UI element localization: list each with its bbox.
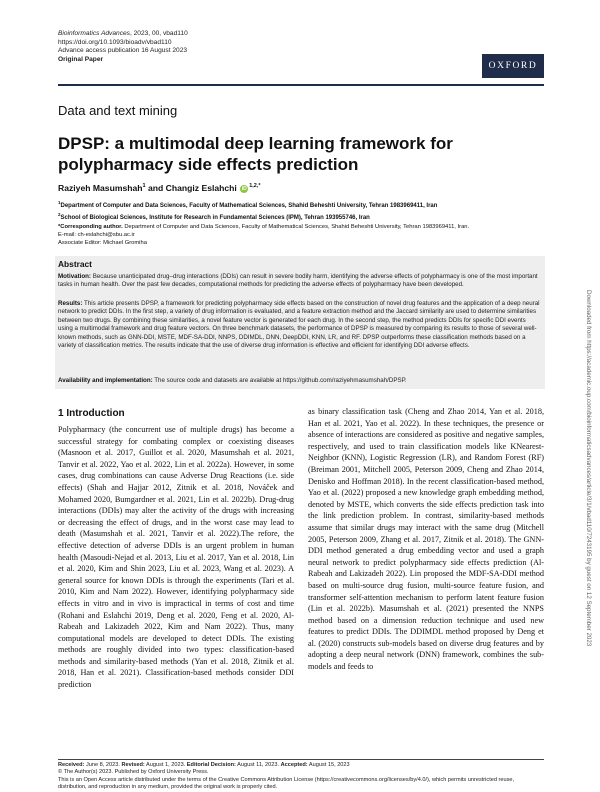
copyright: © The Author(s) 2023. Published by Oxford University Press. [58, 769, 209, 776]
paper-type: Original Paper [58, 55, 104, 63]
affiliations [58, 199, 544, 222]
doi-link[interactable]: https://doi.org/10.1093/bioadv/vbad110 [58, 38, 172, 46]
affiliation: $^1$Department of Computer and Data Sciences, Faculty of Mathematical Sciences, Shahid Beheshti University, Tehran 1983969411, Iran [58, 200, 438, 209]
header-divider [58, 84, 544, 86]
abstract-availability: Availability and implementation: The source code and datasets are available at https://github.com/raziyehmasumshah/DPSP. [58, 377, 407, 384]
abstract-title: Abstract [58, 259, 92, 269]
abstract-motivation: Motivation: Because unanticipated drug–drug interactions (DDIs) can result in severe bodily harm, identifying the adverse effects of polypharmacy is one of the most important tasks in human health. Over the past few decades, computational methods for predicting the adverse effects of polypharmacy have been developed. [58, 273, 538, 289]
corresponding-address: Department of Computer and Data Sciences, Faculty of Mathematical Sciences, Shahid Beheshti University, Tehran 1983969411, Iran. [122, 224, 470, 230]
license-text: This is an Open Access article distributed under the terms of the Creative Commons Attribution License (https://creativecommons.org/licenses/by/4.0/), which permits unrestricted reuse, distribution, and reproduction in any medium, provided the original work is properly cited. [58, 776, 515, 791]
footer [58, 762, 544, 792]
journal-name: Bioinformatics Advances [58, 30, 130, 37]
author-name[interactable]: Changiz Eslahchi [165, 183, 237, 193]
publisher-logo[interactable]: OXFORD [482, 54, 544, 78]
download-watermark: Downloaded from https://academic.oup.com/bioinformaticsadvances/article/3/1/vbad110/7243195 by guest on 12 September 2023 [585, 290, 592, 647]
affiliation-marker: 1 [142, 183, 146, 190]
body-column-right: as binary classification task (Cheng and Zhao 2014, Yan et al. 2018, Han et al. 2021, Yao et al. 2022). In these techniques, the presence or absence of interactions are considered as positive and negative samples, respectively, and used to train classification models like KNearest-Neighbor (KNN), Logistic Regression (LR), and Random Forest (RF) (Breiman 2001, Mitchell 2005, Peterson 2009, Cheng and Zhao 2014, Denisko and Hoffman 2018). In the recent classification-based method, Yao et al. (2022) proposed a new knowledge graph embedding method, denoted by MSTE, which converts the side effects prediction task into the link prediction problem. In contrast, similarity-based methods assume that similar drugs may interact with the same drug (Mitchell 2005, Peterson 2009, Zhang et al. 2017, Zitnik et al. 2018). The GNN-DDI method generated a drug embedding vector and used a graph neural network to predict polypharmacy side effects prediction (Al-Rabeah and Lakizadeh 2022). Lin proposed the MDF-SA-DDI method based on multi-source drug fusion, multi-source feature fusion, and transformer self-attention mechanism to perform latent feature fusion (Lin et al. 2022b). Masumshah et al. (2021) presented the NNPS method based on a dimension reduction technique and used new features to predict DDIs. The DDIMDL method proposed by Deng et al. (2020) constructs sub-models based on diverse drug features and by adopting a deep neural network (DNN) framework, combines the sub-models and feeds to [308, 407, 544, 672]
associate-editor: Associate Editor: Michael Gromiha [58, 240, 147, 247]
abstract-box [55, 256, 545, 389]
correspondence [58, 223, 544, 248]
orcid-icon[interactable]: iD [241, 185, 247, 192]
author-list [58, 183, 261, 193]
author-connector: and [145, 183, 166, 193]
paper-title: DPSP: a multimodal deep learning framework for polypharmacy side effects prediction [58, 134, 453, 174]
journal-citation: , 2023, 00, vbad110 [129, 30, 188, 37]
body-column-left: Polypharmacy (the concurrent use of multiple drugs) has become a successful strategy for combating complex or coexisting diseases (Masnoon et al. 2017, Guillot et al. 2020, Masumshah et al. 2021, Tanvir et al. 2022, Yao et al. 2022, Lin et al. 2022a). However, in some cases, drug combinations can cause Adverse Drug Reactions (i.e. side effects) (Shah and Hajjar 2012, Zitnik et al. 2018, Nováček and Mohamed 2020, Bumgardner et al. 2021, Lin et al. 2022b). Drug-drug interactions (DDIs) may alter the activity of the drugs with increasing or decreasing the effect of drugs, and in the worst case may lead to death (Masumshah et al. 2021, Tanvir et al. 2022).The refore, the effective detection of adverse DDIs is an urgent problem in human health (Masoudi-Nejad et al. 2013, Liu et al. 2017, Yan et al. 2018, Lin et al. 2020, Kim and Shin 2023, Liu et al. 2023, Wang et al. 2023). A general source for known DDIs is through the experiments (Tari et al. 2010, Kim and Nam 2022). However, identifying polypharmacy side effects in vitro and in vivo is impractical in terms of cost and time (Rohani and Eslahchi 2019, Deng et al. 2020, Feng et al. 2020, Al-Rabeah and Lakizadeh 2022, Kim and Nam 2022). Thus, many computational models are developed to detect DDIs. The existing methods are roughly divided into two types: classification-based methods and similarity-based methods (Yan et al. 2018, Zitnik et al. 2018, Han et al. 2021). Classification-based methods consider DDI prediction [58, 425, 294, 690]
corresponding-label: *Corresponding author. [58, 224, 123, 230]
footer-divider [58, 759, 544, 760]
introduction-heading: 1 Introduction [58, 408, 125, 419]
journal-citation-line [58, 30, 188, 39]
author-name[interactable]: Raziyeh Masumshah [58, 183, 143, 193]
access-date: Advance access publication 16 August 2023 [58, 47, 188, 55]
section-heading: Data and text mining [58, 103, 178, 118]
publication-dates: Received: June 8, 2023. Revised: August 1, 2023. Editorial Decision: August 11, 2023. Accepted: August 15, 2023 [58, 762, 350, 768]
abstract-results: Results: This article presents DPSP, a framework for predicting polypharmacy side effects based on the construction of novel drug features and the application of a deep neural network to predict DDIs. In the first step, a variety of drug information is evaluated, and a feature extraction method and the Jaccard similarity are used to determine similarities between two drugs. By combining these similarities, a novel feature vector is generated for each drug. In the second step, the method predicts DDIs for specific DDI events using a multimodal framework and drug feature vectors. On three benchmark datasets, the performance of DPSP is measured by comparing its results to those of several well-known methods, such as GNN-DDI, MSTE, MDF-SA-DDI, NNPS, DDIMDL, DNN, DeepDDI, KNN, LR, and RF. DPSP outperforms these classification methods based on a variety of classification metrics. The results indicate that the use of diverse drug information is effective and efficient for identifying DDI adverse effects. [58, 300, 540, 350]
journal-header [58, 30, 188, 64]
corresponding-email[interactable]: E-mail: ch-eslahchi@sbu.ac.ir [58, 232, 135, 239]
affiliation: $^2$School of Biological Sciences, Institute for Research in Fundamental Sciences (IPM), Tehran 193955746, Iran [58, 211, 370, 221]
affiliation-marker: 1,2,* [249, 183, 261, 190]
